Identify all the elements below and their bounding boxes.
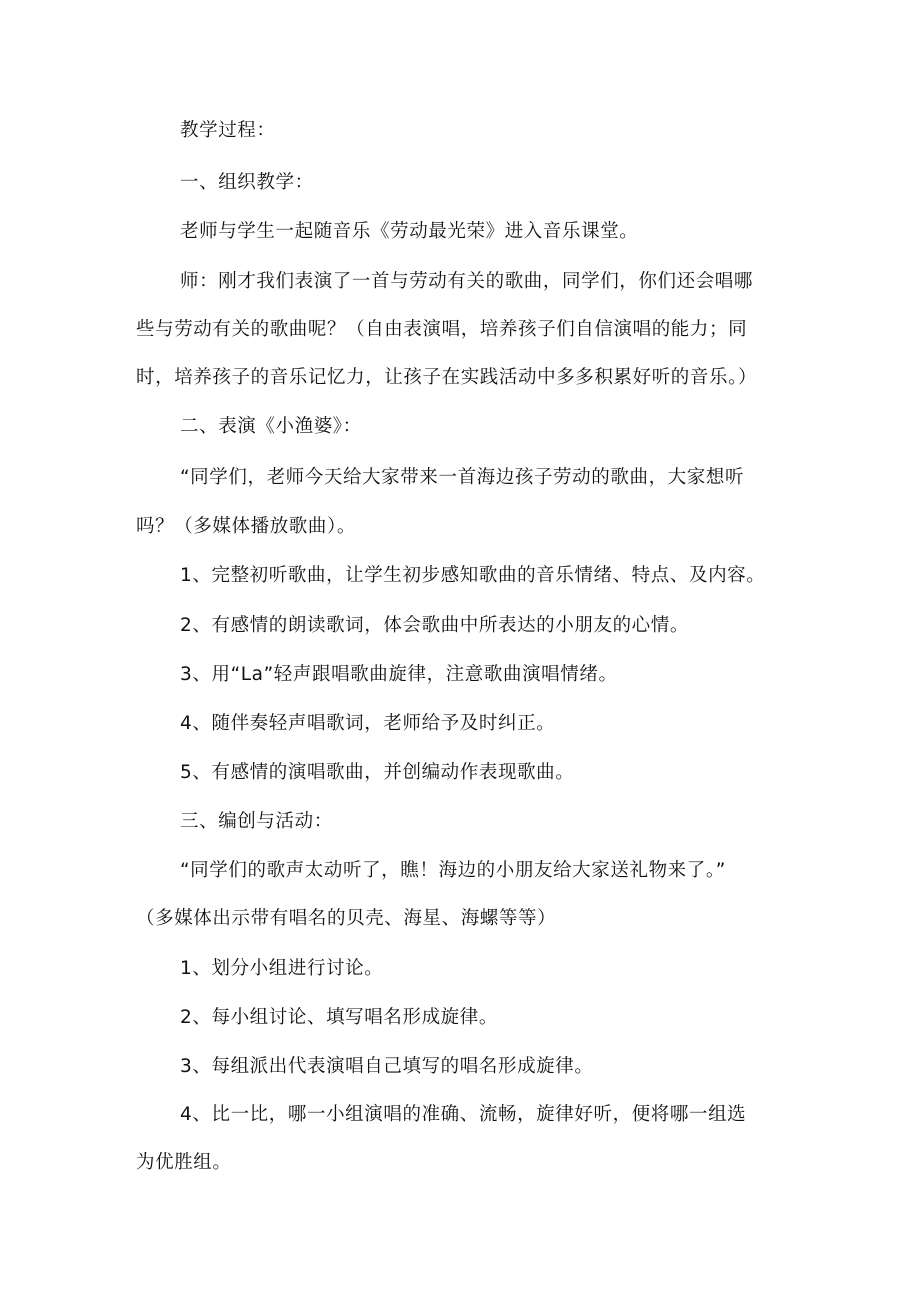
list-item: 2、有感情的朗读歌词，体会歌曲中所表达的小朋友的心情。	[180, 615, 689, 636]
list-item: 4、比一比，哪一小组演唱的准确、流畅，旋律好听，便将哪一组选	[180, 1104, 747, 1125]
heading-teaching-process: 教学过程：	[180, 120, 276, 141]
list-item: 5、有感情的演唱歌曲，并创编动作表现歌曲。	[180, 762, 575, 783]
paragraph-line: 为优胜组。	[136, 1152, 232, 1173]
paragraph-line: “同学们的歌声太动听了，瞧！海边的小朋友给大家送礼物来了。”	[180, 860, 726, 881]
paragraph-line: 吗？（多媒体播放歌曲）。	[136, 516, 356, 537]
list-item: 4、随伴奏轻声唱歌词，老师给予及时纠正。	[180, 713, 556, 734]
section-heading-2: 二、表演《小渔婆》：	[180, 416, 362, 437]
paragraph-line: 时，培养孩子的音乐记忆力，让孩子在实践活动中多多积累好听的音乐。）	[136, 367, 758, 388]
paragraph-line: “同学们，老师今天给大家带来一首海边孩子劳动的歌曲，大家想听	[180, 467, 745, 488]
paragraph-line: 老师与学生一起随音乐《劳动最光荣》进入音乐课堂。	[180, 221, 639, 242]
paragraph-line: 师：刚才我们表演了一首与劳动有关的歌曲，同学们，你们还会唱哪	[180, 271, 754, 292]
list-item: 1、划分小组进行讨论。	[180, 958, 384, 979]
list-item: 1、完整初听歌曲，让学生初步感知歌曲的音乐情绪、特点、及内容。	[180, 565, 766, 586]
list-item: 2、每小组讨论、填写唱名形成旋律。	[180, 1007, 498, 1028]
section-heading-3: 三、编创与活动：	[180, 811, 333, 832]
list-item: 3、用“La”轻声跟唱歌曲旋律，注意歌曲演唱情绪。	[180, 664, 618, 685]
paragraph-line: 些与劳动有关的歌曲呢？（自由表演唱，培养孩子们自信演唱的能力；同	[136, 319, 748, 340]
paragraph-line: （多媒体出示带有唱名的贝壳、海星、海螺等等）	[136, 908, 557, 929]
section-heading-1: 一、组织教学：	[180, 172, 314, 193]
list-item: 3、每组派出代表演唱自己填写的唱名形成旋律。	[180, 1056, 594, 1077]
